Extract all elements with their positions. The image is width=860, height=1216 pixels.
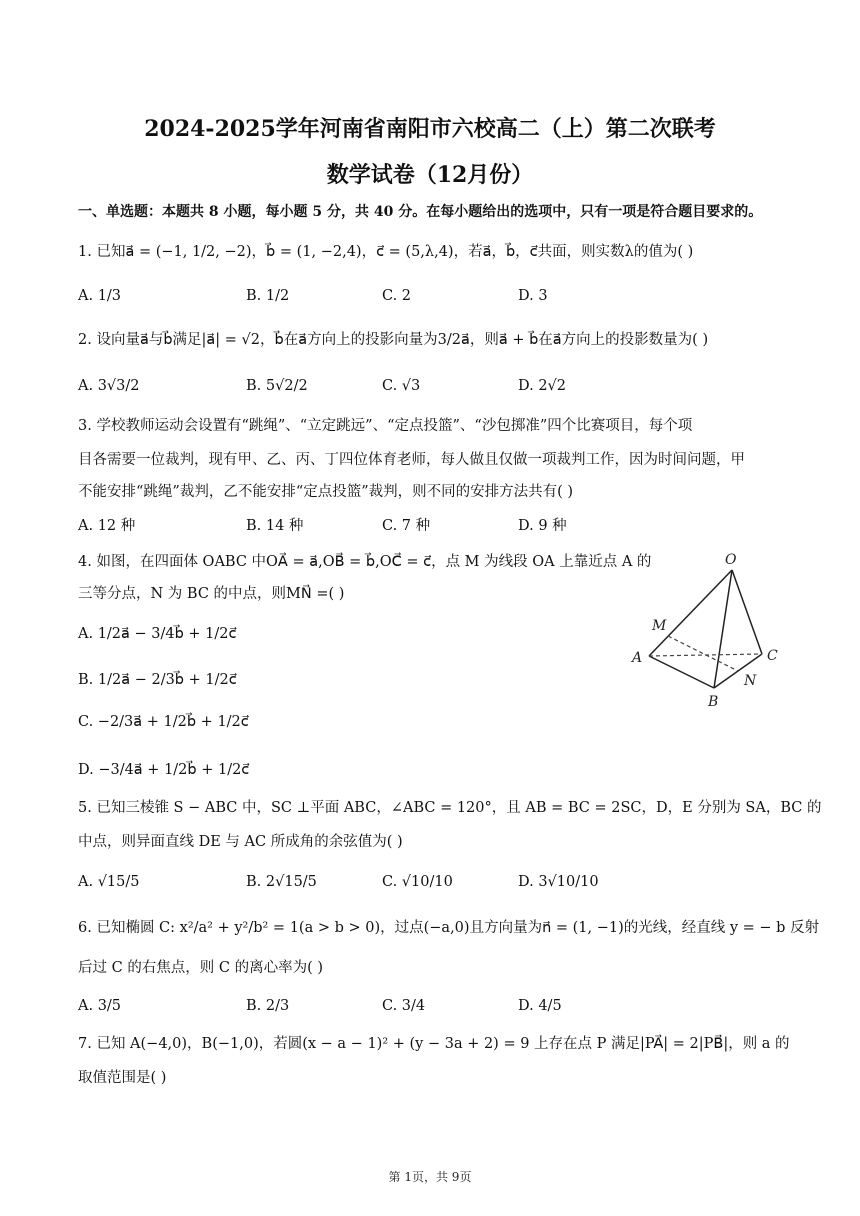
question-7-stem-line2: 取值范围是( ) <box>78 1070 167 1086</box>
label-a: A <box>632 650 643 666</box>
label-n: N <box>744 673 757 689</box>
question-5-stem-line2: 中点，则异面直线 DE 与 AC 所成角的余弦值为( ) <box>78 834 403 850</box>
segment-mn <box>668 636 738 671</box>
label-m: M <box>652 618 667 634</box>
question-6-stem-line1: 6. 已知椭圆 C: x²/a² + y²/b² = 1(a > b > 0)，过点(−a,0)且方向量为n⃗ = (1, −1)的光线，经直线 y = − b 反射 <box>78 920 820 936</box>
edge-oa <box>649 570 732 656</box>
q4-option-c: C. −2/3a⃗ + 1/2b⃗ + 1/2c⃗ <box>78 714 249 730</box>
tetrahedron-figure <box>622 548 792 718</box>
question-4-stem-line2: 三等分点，N 为 BC 的中点，则MN⃗ =( ) <box>78 586 345 602</box>
q2-option-a: A. 3√3/2 <box>78 378 140 394</box>
label-c: C <box>767 648 778 664</box>
q5-option-d: D. 3√10/10 <box>518 874 599 890</box>
label-b: B <box>708 694 719 710</box>
question-7-stem-line1: 7. 已知 A(−4,0)，B(−1,0)，若圆(x − a − 1)² + (y − 3a + 2) = 9 上存在点 P 满足|PA⃗| = 2|PB⃗|，则 a 的 <box>78 1036 790 1052</box>
question-5-stem-line1: 5. 已知三棱锥 S − ABC 中，SC ⊥平面 ABC，∠ABC = 120°，且 AB = BC = 2SC，D，E 分别为 SA，BC 的 <box>78 800 822 816</box>
q3-option-d: D. 9 种 <box>518 518 567 534</box>
question-3-stem-line3: 不能安排“跳绳”裁判，乙不能安排“定点投篮”裁判，则不同的安排方法共有( ) <box>78 484 574 500</box>
question-1-stem: 1. 已知a⃗ = (−1, 1/2, −2)，b⃗ = (1, −2,4)，c⃗ = (5,λ,4)，若a⃗，b⃗，c⃗共面，则实数λ的值为( ) <box>78 244 694 260</box>
q5-option-b: B. 2√15/5 <box>246 874 317 890</box>
q6-option-c: C. 3/4 <box>382 998 426 1014</box>
edge-ab <box>649 656 714 688</box>
q4-option-a: A. 1/2a⃗ − 3/4b⃗ + 1/2c⃗ <box>78 626 237 642</box>
q6-option-a: A. 3/5 <box>78 998 122 1014</box>
q2-option-b: B. 5√2/2 <box>246 378 308 394</box>
q1-option-d: D. 3 <box>518 288 548 304</box>
question-3-stem-line1: 3. 学校教师运动会设置有“跳绳”、“立定跳远”、“定点投篮”、“沙包掷准”四个比赛项目，每个项 <box>78 418 693 434</box>
edge-ob <box>714 570 732 688</box>
q2-option-c: C. √3 <box>382 378 421 394</box>
q5-option-a: A. √15/5 <box>78 874 140 890</box>
q4-option-d: D. −3/4a⃗ + 1/2b⃗ + 1/2c⃗ <box>78 762 250 778</box>
q6-option-d: D. 4/5 <box>518 998 562 1014</box>
q3-option-a: A. 12 种 <box>78 518 136 534</box>
exam-title: 2024-2025学年河南省南阳市六校高二（上）第二次联考 <box>144 116 716 142</box>
question-2-stem: 2. 设向量a⃗与b⃗满足|a⃗| = √2，b⃗在a⃗方向上的投影向量为3/2a⃗，则a⃗ + b⃗在a⃗方向上的投影数量为( ) <box>78 332 709 348</box>
q6-option-b: B. 2/3 <box>246 998 290 1014</box>
question-4-stem-line1: 4. 如图，在四面体 OABC 中OA⃗ = a⃗,OB⃗ = b⃗,OC⃗ = c⃗，点 M 为线段 OA 上靠近点 A 的 <box>78 554 652 570</box>
page-footer: 第 1页，共 9页 <box>388 1170 472 1184</box>
edge-oc <box>732 570 762 654</box>
q4-option-b: B. 1/2a⃗ − 2/3b⃗ + 1/2c⃗ <box>78 672 237 688</box>
q1-option-a: A. 1/3 <box>78 288 122 304</box>
exam-subtitle: 数学试卷（12月份） <box>326 162 534 188</box>
q1-option-c: C. 2 <box>382 288 412 304</box>
q3-option-b: B. 14 种 <box>246 518 304 534</box>
q1-option-b: B. 1/2 <box>246 288 290 304</box>
label-o: O <box>725 552 737 568</box>
q5-option-c: C. √10/10 <box>382 874 453 890</box>
section-heading: 一、单选题：本题共 8 小题，每小题 5 分，共 40 分。在每小题给出的选项中，只有一项是符合题目要求的。 <box>78 204 763 220</box>
q3-option-c: C. 7 种 <box>382 518 431 534</box>
q2-option-d: D. 2√2 <box>518 378 567 394</box>
question-6-stem-line2: 后过 C 的右焦点，则 C 的离心率为( ) <box>78 960 324 976</box>
question-3-stem-line2: 目各需要一位裁判，现有甲、乙、丙、丁四位体育老师，每人做且仅做一项裁判工作，因为时间问题，甲 <box>78 452 745 468</box>
